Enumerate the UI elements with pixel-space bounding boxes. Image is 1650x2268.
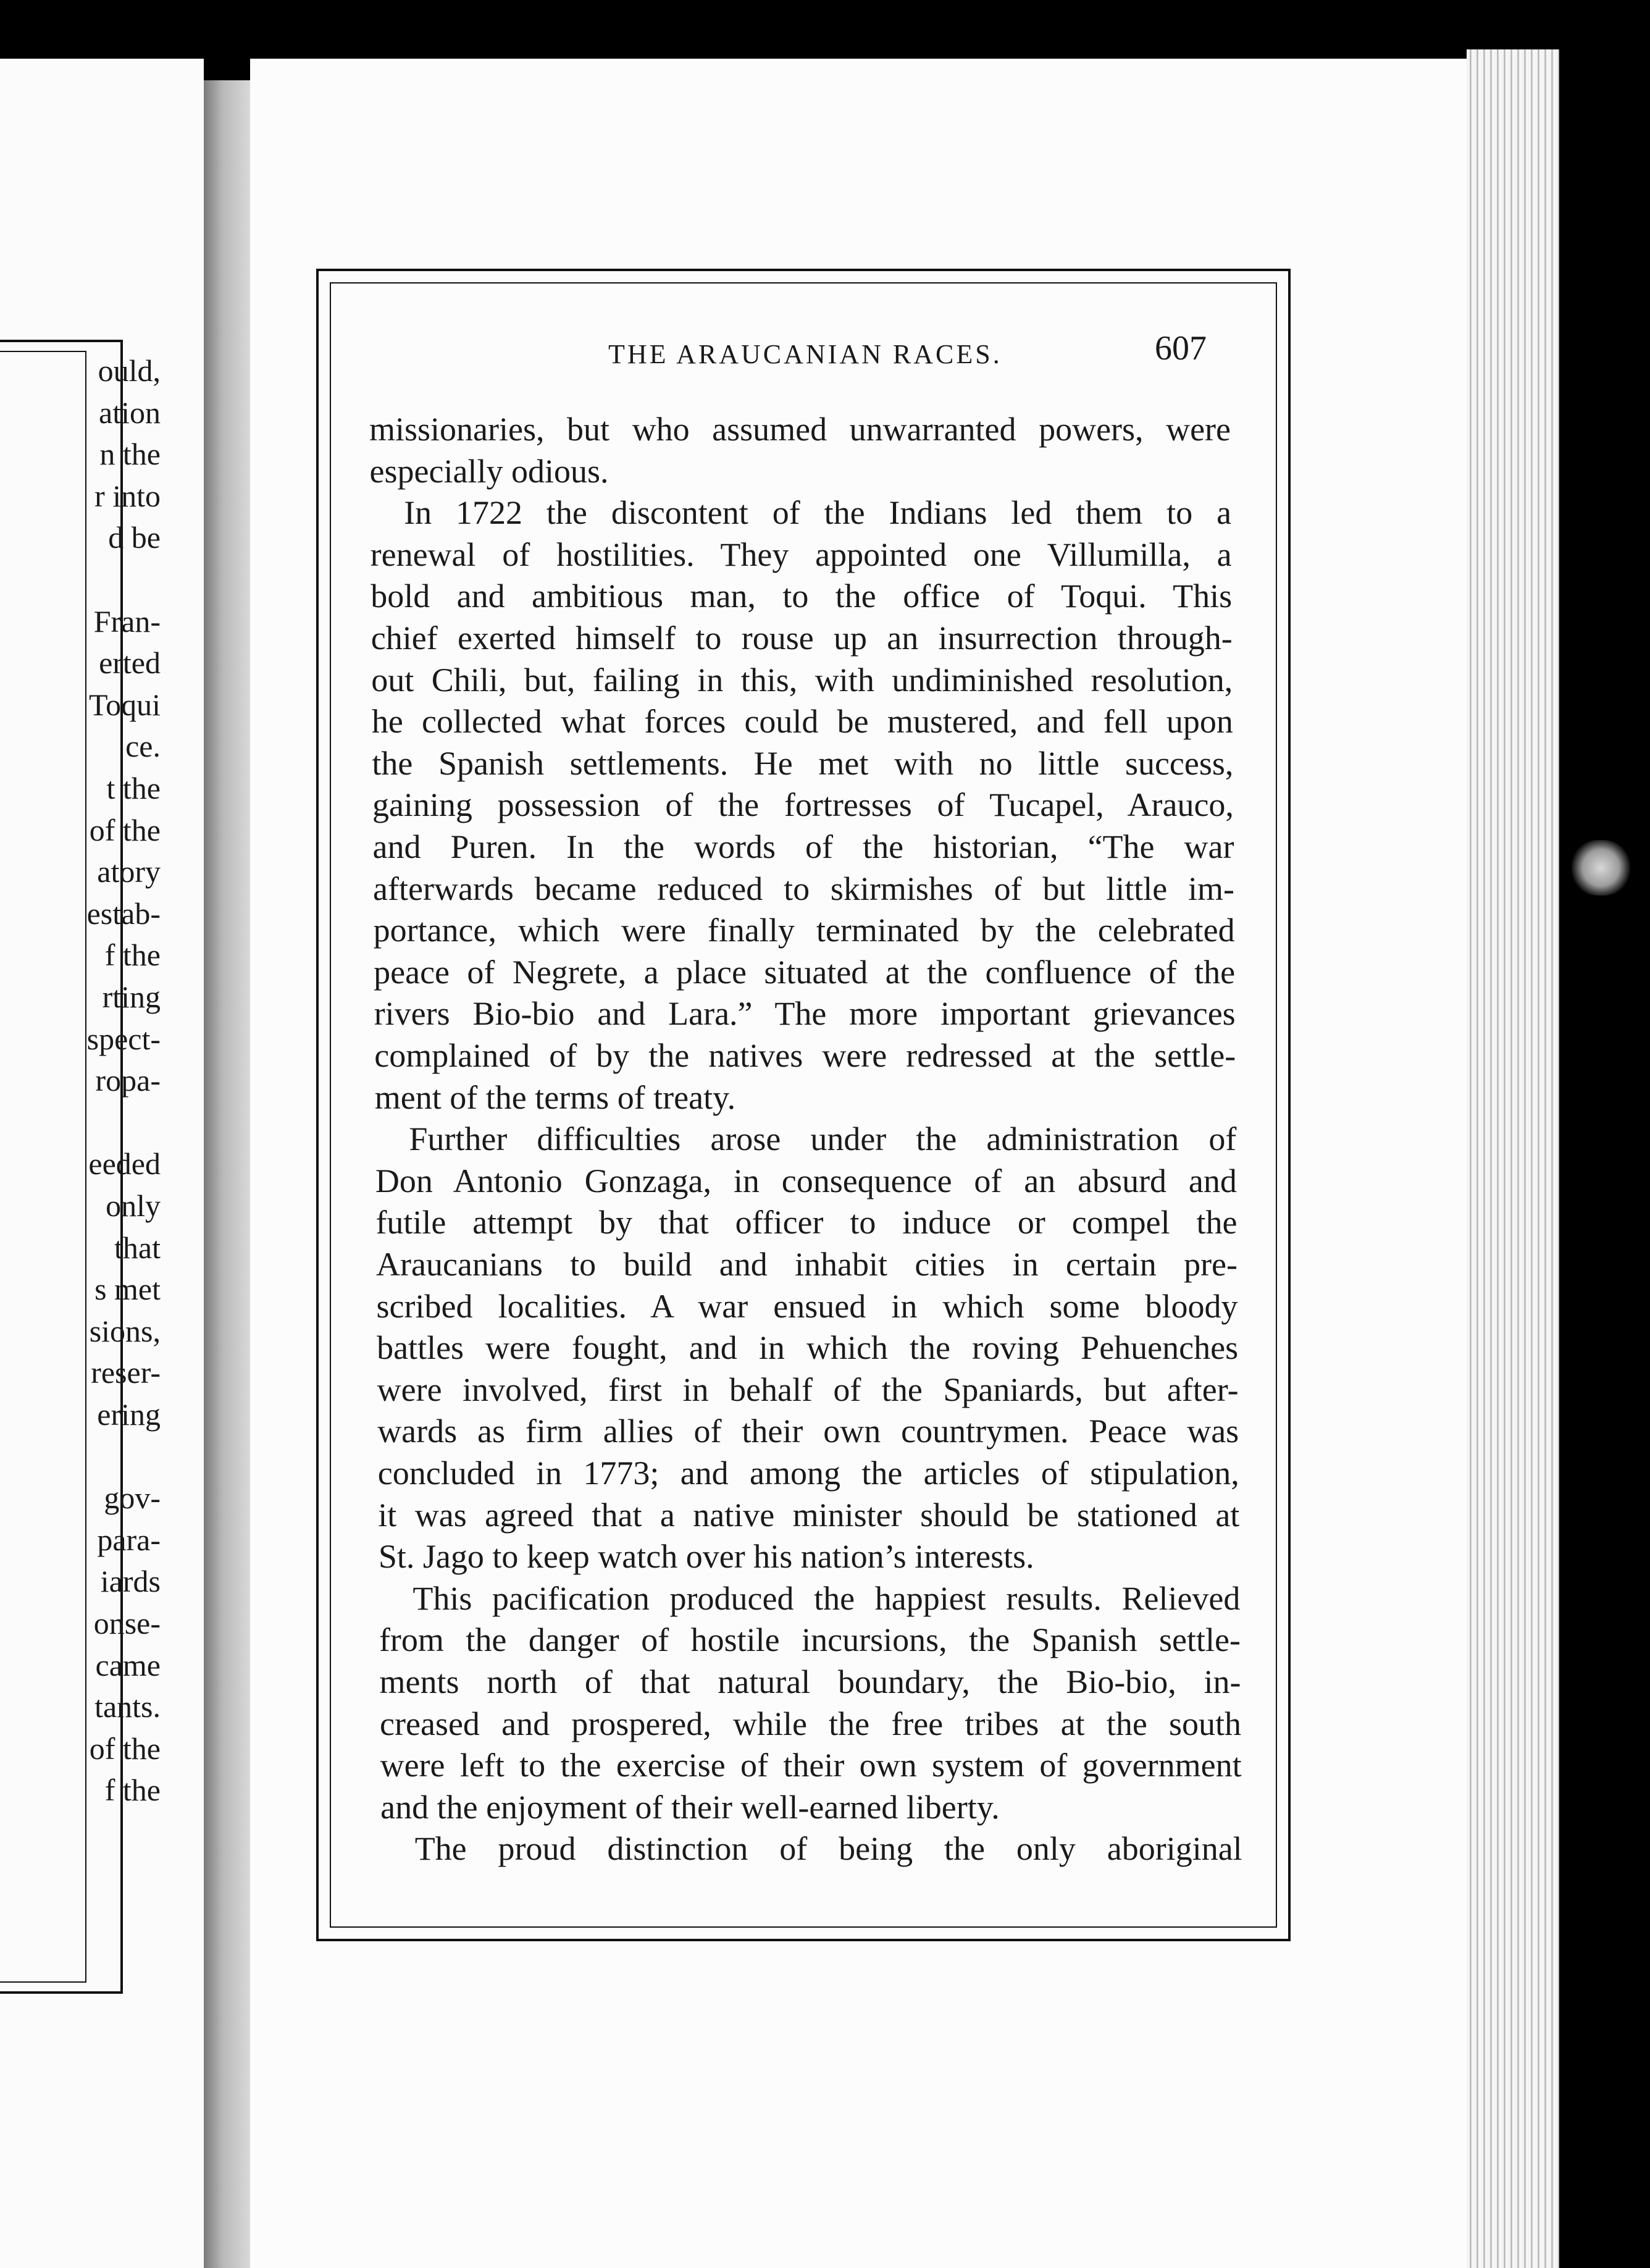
left-text-fragment: Fran- (93, 604, 161, 639)
text-line: afterwards became reduced to skirmishes of but little im- (373, 870, 1235, 907)
text-line: out Chili, but, failing in this, with undiminished resolution, (371, 662, 1233, 699)
left-page-inner-frame (0, 351, 86, 1983)
left-text-fragment: came (95, 1648, 161, 1682)
text-line: The proud distinction of being the only aboriginal (414, 1830, 1242, 1867)
text-line: it was agreed that a native minister should be stationed at (378, 1497, 1240, 1534)
left-text-fragment: Toqui (89, 687, 161, 722)
text-line: complained of by the natives were redressed at the settle- (374, 1037, 1236, 1074)
left-text-fragment: t the (106, 771, 161, 805)
left-text-fragment: sions, (89, 1314, 161, 1348)
left-text-fragment: ation (99, 395, 161, 430)
book-gutter (204, 80, 250, 2268)
text-line: futile attempt by that officer to induce or compel the (375, 1204, 1238, 1241)
text-line: the Spanish settlements. He met with no little success, (372, 745, 1234, 782)
left-text-fragment: rting (102, 980, 161, 1014)
text-line: and Puren. In the words of the historian, “The war (372, 828, 1234, 865)
text-line: wards as firm allies of their own countrymen. Peace was (377, 1413, 1239, 1450)
text-line: were involved, first in behalf of the Spaniards, but after- (377, 1371, 1239, 1408)
text-line: This pacification produced the happiest results. Relieved (412, 1580, 1241, 1617)
page-edges (1467, 49, 1559, 2268)
left-text-fragment: r into (94, 479, 161, 513)
left-facing-page (0, 59, 204, 2268)
text-line: Further difficulties arose under the administration of (409, 1120, 1237, 1157)
left-text-fragment: eeded (88, 1146, 161, 1181)
left-text-fragment: reser- (91, 1355, 161, 1390)
left-text-fragment: estab- (86, 896, 161, 931)
text-line: peace of Negrete, a place situated at the confluence of the (374, 954, 1236, 991)
text-line: gaining possession of the fortresses of Tucapel, Arauco, (372, 786, 1234, 823)
left-text-fragment: f the (104, 938, 161, 972)
text-line: portance, which were finally terminated by the celebrated (373, 912, 1235, 949)
text-line: scribed localities. A war ensued in which some bloody (376, 1288, 1238, 1325)
left-text-fragment: ce. (125, 729, 161, 763)
text-line: and the enjoyment of their well-earned liberty. (380, 1789, 1000, 1826)
left-text-fragment: ropa- (95, 1063, 161, 1098)
left-text-fragment: only (106, 1188, 161, 1223)
text-line: ment of the terms of treaty. (374, 1079, 736, 1116)
text-line: concluded in 1773; and among the articles of stipulation, (377, 1455, 1239, 1492)
text-line: In 1722 the discontent of the Indians led them to a (404, 494, 1232, 531)
text-line: St. Jago to keep watch over his nation’s interests. (378, 1538, 1034, 1575)
left-text-fragment: d be (108, 520, 161, 555)
left-text-fragment: that (114, 1230, 161, 1265)
left-text-fragment: spect- (86, 1022, 161, 1056)
page-number: 607 (1155, 329, 1207, 368)
left-text-fragment: ering (97, 1397, 161, 1432)
text-line: ments north of that natural boundary, the Bio-bio, in- (379, 1663, 1241, 1700)
left-text-fragment: f the (104, 1773, 161, 1807)
text-line: he collected what forces could be mustered, and fell upon (371, 703, 1233, 740)
text-line: from the danger of hostile incursions, the Spanish settle- (379, 1621, 1241, 1658)
text-line: Araucanians to build and inhabit cities in certain pre- (376, 1246, 1238, 1283)
left-text-fragment: of the (89, 1731, 161, 1766)
left-text-fragment: atory (97, 854, 161, 889)
paper-stain (1572, 840, 1630, 896)
left-text-fragment: onse- (93, 1606, 161, 1640)
text-line: rivers Bio-bio and Lara.” The more important grievances (374, 995, 1236, 1032)
left-text-fragment: iards (100, 1564, 161, 1598)
text-line: were left to the exercise of their own system of government (380, 1747, 1242, 1784)
running-head: THE ARAUCANIAN RACES. (608, 339, 1002, 369)
left-text-fragment: ould, (98, 353, 161, 388)
text-line: renewal of hostilities. They appointed one Villumilla, a (370, 536, 1232, 573)
text-line: Don Antonio Gonzaga, in consequence of an absurd and (375, 1162, 1237, 1199)
text-line: chief exerted himself to rouse up an insurrection through- (371, 620, 1233, 657)
left-text-fragment: para- (97, 1522, 161, 1557)
text-line: especially odious. (369, 453, 609, 490)
left-text-fragment: erted (99, 645, 161, 680)
left-text-fragment: tants. (94, 1689, 161, 1724)
text-line: missionaries, but who assumed unwarranted powers, were (369, 411, 1231, 448)
left-text-fragment: of the (89, 813, 161, 847)
text-line: creased and prospered, while the free tribes at the south (380, 1705, 1242, 1742)
text-line: bold and ambitious man, to the office of Toqui. This (371, 578, 1233, 615)
left-text-fragment: s met (94, 1272, 161, 1306)
left-text-fragment: n the (99, 437, 161, 471)
left-text-fragment: gov- (104, 1480, 161, 1515)
text-line: battles were fought, and in which the roving Pehuenches (377, 1329, 1239, 1366)
